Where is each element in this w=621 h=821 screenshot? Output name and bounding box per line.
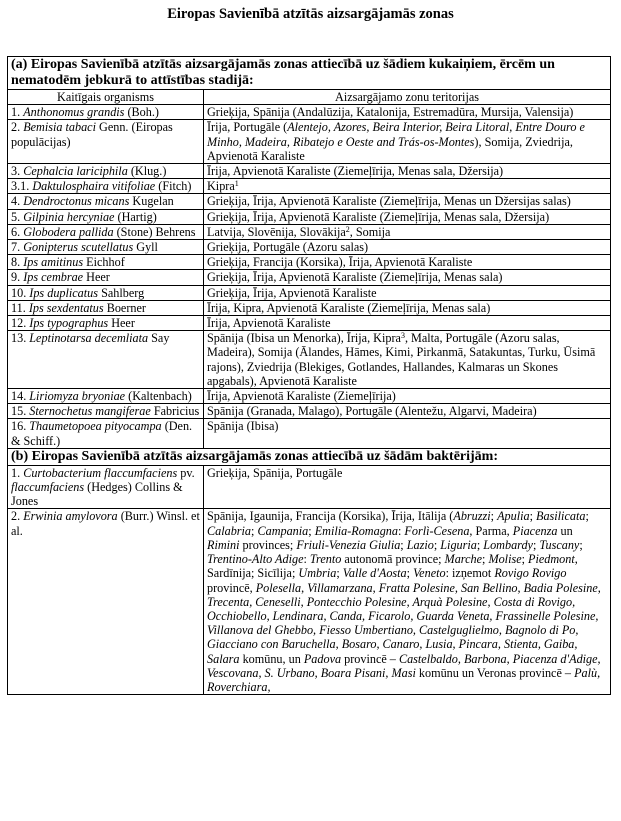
territory-text: ;: [308, 523, 315, 538]
scientific-name: Ips sexdentatus: [28, 300, 104, 315]
territory-text: provinces;: [239, 537, 297, 552]
italic-place: Molise: [488, 552, 522, 567]
author: Kugelan: [129, 194, 174, 209]
territory-cell: [204, 105, 611, 120]
scientific-name: Anthonomus grandis: [23, 105, 125, 120]
territory-cell: [204, 285, 611, 300]
table-row: [8, 224, 611, 239]
footnote-ref: 1: [234, 179, 239, 189]
italic-place: Apulia: [497, 509, 530, 524]
scientific-name: Bemisia tabaci: [23, 120, 96, 135]
table-row: [8, 316, 611, 331]
territory-text: Grieķija, Īrija, Apvienotā Karaliste: [207, 285, 377, 300]
scientific-name: Ips amitinus: [23, 255, 84, 270]
italic-place: Piedmont: [528, 552, 575, 567]
italic-place: Abruzzi: [453, 509, 491, 524]
organism-cell: [8, 179, 204, 194]
territory-text: Spānija (Granada, Malago), Portugāle (Alentežu, Algarvi, Madeira): [207, 404, 537, 419]
italic-place: Castelbaldo, Barbona, Piacenza d'Adige, Vescovana, S. Urbano, Boara Pisani, Masi: [207, 651, 601, 680]
territory-text: Kipra: [207, 179, 235, 194]
italic-place: Lazio: [406, 537, 434, 552]
territory-cell: [204, 255, 611, 270]
author: Boerner: [103, 300, 146, 315]
italic-place: Rimini: [207, 537, 240, 552]
table-row: [8, 465, 611, 509]
organism-cell: [8, 331, 204, 389]
territory-text: provincē,: [207, 580, 256, 595]
territory-text: ;: [521, 552, 529, 567]
table-row: [8, 331, 611, 389]
section-b-title-row: [8, 448, 611, 465]
author: Sahlberg: [98, 285, 145, 300]
italic-place: Polesella: [255, 580, 302, 595]
organism-cell: [8, 465, 204, 509]
organism-cell: [8, 255, 204, 270]
territory-text: ;: [406, 566, 414, 581]
organism-cell: [8, 300, 204, 315]
row-number: 8.: [11, 255, 24, 270]
territory-cell: [204, 209, 611, 224]
organism-cell: [8, 270, 204, 285]
organism-cell: [8, 509, 204, 695]
author: (Klug.): [127, 164, 167, 179]
author: Genn. (Eiropas populācijas): [11, 120, 173, 149]
territory-text: ), Somija, Zviedrija, Apvienotā Karaliste: [207, 134, 573, 163]
row-number: 13.: [11, 331, 30, 346]
author: (Den. & Schiff.): [11, 419, 193, 448]
territory-text: ;: [400, 537, 407, 552]
territory-text: Spānija (Ibisa): [207, 419, 279, 434]
organism-cell: [8, 316, 204, 331]
page-title: Eiropas Savienībā atzītās aizsargājamās zonas: [167, 6, 454, 22]
scientific-name: Ips cembrae: [23, 270, 84, 285]
territory-text: ;: [433, 537, 441, 552]
territory-cell: [204, 509, 611, 695]
italic-place: Friuli-Venezia Giulia: [296, 537, 401, 552]
section-b-title: (b) Eiropas Savienībā atzītās aizsargājamās zonas attiecībā uz šādām baktērijām:: [8, 448, 611, 465]
row-number: 1.: [11, 465, 24, 480]
scientific-name: Globodera pallida: [23, 224, 114, 239]
territory-text: : izņemot: [445, 566, 495, 581]
territory-text: Īrija, Kipra, Apvienotā Karaliste (Ziemeļīrija, Menas sala): [207, 300, 491, 315]
row-number: 9.: [11, 270, 24, 285]
territory-text: Grieķija, Īrija, Apvienotā Karaliste (Ziemeļīrija, Menas un Džersijas salas): [207, 194, 571, 209]
scientific-name: Dendroctonus micans: [23, 194, 130, 209]
territory-cell: [204, 179, 611, 194]
organism-cell: [8, 105, 204, 120]
territory-cell: [204, 120, 611, 164]
row-number: 2.: [11, 120, 24, 135]
author: pv.: [177, 465, 195, 480]
italic-place: Veneto: [413, 566, 446, 581]
row-number: 5.: [11, 209, 24, 224]
italic-place: Trentino-Alto Adige: [207, 552, 304, 567]
italic-place: Basilicata: [536, 509, 586, 524]
organism-cell: [8, 194, 204, 209]
row-number: 3.1.: [11, 179, 33, 194]
row-number: 6.: [11, 224, 24, 239]
italic-place: Emilia-Romagna: [314, 523, 398, 538]
table-row: [8, 194, 611, 209]
territory-text: Grieķija, Īrija, Apvienotā Karaliste (Ziemeļīrija, Menas sala): [207, 270, 503, 285]
author: Heer: [108, 316, 135, 331]
author: (Burr.) Winsl. et al.: [11, 509, 200, 538]
territory-text: Grieķija, Spānija (Andalūzija, Katalonija, Estremadūra, Mursija, Valensija): [207, 105, 574, 120]
territory-text: Spānija (Ibisa un Menorka), Īrija, Kipra: [207, 331, 401, 346]
territory-text: :: [397, 523, 405, 538]
table-row: [8, 389, 611, 404]
table-row: [8, 164, 611, 179]
italic-place: Alentejo, Azores, Beira Interior, Beira Litoral, Entre Douro e Minho, Madeira, Ribatejo e Oeste and Trás-os-Montes: [207, 120, 585, 149]
italic-place: Trento: [309, 552, 342, 567]
territory-text: komūnu un Veronas provincē –: [415, 665, 575, 680]
territory-text: Spānija, Igaunija, Francija (Korsika), Īrija, Itālija (: [207, 509, 454, 524]
italic-place: Piacenza: [512, 523, 558, 538]
scientific-name: Cephalcia lariciphila: [23, 164, 128, 179]
territory-text: ;: [579, 537, 583, 552]
author: Fabricius: [150, 404, 200, 419]
territory-cell: [204, 270, 611, 285]
section-a-title: (a) Eiropas Savienībā atzītās aizsargājamās zonas attiecībā uz šādiem kukaiņiem, ērcēm un nematodēm jebkurā to attīstības stadijā:: [8, 57, 611, 90]
territory-cell: [204, 419, 611, 448]
scientific-name: Curtobacterium flaccumfaciens: [23, 465, 178, 480]
row-number: 3.: [11, 164, 24, 179]
territory-text: provincē –: [341, 651, 399, 666]
organism-cell: [8, 209, 204, 224]
territory-text: ;: [585, 509, 589, 524]
organism-cell: [8, 404, 204, 419]
table-row: [8, 240, 611, 255]
territory-text: ;: [532, 537, 540, 552]
territory-text: un: [557, 523, 573, 538]
scientific-name: Liriomyza bryoniae: [29, 389, 126, 404]
territory-text: Grieķija, Spānija, Portugāle: [207, 465, 343, 480]
section-a-title-row: [8, 57, 611, 90]
table-row: [8, 270, 611, 285]
column-header-organism: Kaitīgais organisms: [8, 90, 204, 105]
scientific-name: Daktulosphaira vitifoliae: [32, 179, 156, 194]
row-number: 15.: [11, 404, 30, 419]
row-number: 2.: [11, 509, 24, 524]
territory-text: , Somija: [349, 224, 391, 239]
italic-place: Forlì-Cesena: [404, 523, 470, 538]
territory-cell: [204, 465, 611, 509]
organism-cell: [8, 240, 204, 255]
italic-place: Campania: [257, 523, 309, 538]
territory-text: , Sardīnija; Sicīlija;: [207, 552, 578, 581]
territory-cell: [204, 224, 611, 239]
table-row: [8, 300, 611, 315]
row-number: 16.: [11, 419, 30, 434]
author: (Boh.): [124, 105, 159, 120]
scientific-name: Gonipterus scutellatus: [23, 240, 134, 255]
italic-place: Tuscany: [539, 537, 580, 552]
author: (Hartig): [114, 209, 157, 224]
column-header-territory: Aizsargājamo zonu teritorijas: [204, 90, 611, 105]
territory-text: ,: [301, 580, 308, 595]
scientific-name: Gilpinia hercyniae: [23, 209, 115, 224]
territory-cell: [204, 404, 611, 419]
author: Eichhof: [83, 255, 125, 270]
territory-cell: [204, 300, 611, 315]
italic-place: Calabria: [207, 523, 252, 538]
organism-cell: [8, 389, 204, 404]
italic-place: Palù, Roverchiara,: [207, 665, 601, 694]
territory-cell: [204, 316, 611, 331]
territory-cell: [204, 331, 611, 389]
row-number: 11.: [11, 300, 29, 315]
territory-text: , Malta, Portugāle (Azoru salas, Madeira), Somija (Ālandes, Hāmes, Kimi, Pirkanmā, Satakuntas, Turku, Ūsimā rajons), Zviedrija (Blekiges, Gotlandes, Hallandes, Kalmaras un Skones apgabals), Apvienotā Karaliste: [207, 331, 596, 388]
territory-text: Īrija, Portugāle (: [207, 120, 288, 135]
territory-cell: [204, 164, 611, 179]
table-row: [8, 255, 611, 270]
territory-text: Īrija, Apvienotā Karaliste (Ziemeļīrija, Menas sala, Džersija): [207, 164, 504, 179]
protected-zones-table: [7, 56, 611, 695]
footnote-ref: 3: [400, 331, 405, 341]
territory-text: Grieķija, Francija (Korsika), Īrija, Apvienotā Karaliste: [207, 255, 473, 270]
organism-cell: [8, 285, 204, 300]
table-row: [8, 179, 611, 194]
territory-cell: [204, 194, 611, 209]
row-number: 4.: [11, 194, 24, 209]
author: (Kaltenbach): [125, 389, 192, 404]
scientific-name: Sternochetus mangiferae: [29, 404, 151, 419]
table-row: [8, 285, 611, 300]
author: (Fitch): [155, 179, 192, 194]
italic-place: Valle d'Aosta: [342, 566, 407, 581]
organism-cell: [8, 419, 204, 448]
table-row: [8, 404, 611, 419]
table-row: [8, 509, 611, 695]
table-row: [8, 105, 611, 120]
footnote-ref: 2: [345, 224, 350, 234]
territory-text: autonomā province;: [341, 552, 445, 567]
row-number: 14.: [11, 389, 30, 404]
author: (Stone) Behrens: [113, 224, 196, 239]
territory-text: ;: [251, 523, 258, 538]
territory-text: komūnu, un: [239, 651, 304, 666]
scientific-name: flaccumfaciens: [11, 480, 85, 495]
territory-cell: [204, 389, 611, 404]
author: Say: [148, 331, 170, 346]
territory-text: ;: [476, 537, 484, 552]
territory-text: , Parma,: [469, 523, 513, 538]
author: (Hedges) Collins & Jones: [11, 480, 183, 509]
territory-text: :: [303, 552, 310, 567]
table-row: [8, 120, 611, 164]
scientific-name: Ips duplicatus: [29, 285, 99, 300]
italic-place: Liguria: [440, 537, 477, 552]
italic-place: Padova: [303, 651, 342, 666]
territory-text: ;: [336, 566, 343, 581]
territory-text: Latvija, Slovēnija, Slovākija: [207, 224, 346, 239]
territory-text: ;: [490, 509, 498, 524]
italic-place: Marche: [444, 552, 482, 567]
row-number: 12.: [11, 316, 30, 331]
scientific-name: Leptinotarsa decemliata: [29, 331, 149, 346]
italic-place: Lombardy: [483, 537, 533, 552]
row-number: 7.: [11, 240, 24, 255]
table-row: [8, 419, 611, 448]
author: Gyll: [133, 240, 158, 255]
scientific-name: Thaumetopoea pityocampa: [29, 419, 162, 434]
scientific-name: Erwinia amylovora: [23, 509, 118, 524]
territory-text: ;: [482, 552, 489, 567]
italic-place: Umbria: [298, 566, 337, 581]
italic-place: Rovigo Rovigo: [494, 566, 567, 581]
territory-text: Īrija, Apvienotā Karaliste (Ziemeļīrija): [207, 389, 396, 404]
row-number: 1.: [11, 105, 24, 120]
organism-cell: [8, 164, 204, 179]
territory-text: ;: [529, 509, 536, 524]
territory-text: Īrija, Apvienotā Karaliste: [207, 316, 331, 331]
italic-place: Villamarzana, Fratta Polesine, San Bellino, Badia Polesine, Trecenta, Ceneselli, Pontecchio Polesine, Arquà Polesine, Costa di Rovigo, Occhiobello, Lendinara, Canda, Ficarolo, Guarda Veneta, Frassinelle Polesine, Villanova del Ghebbo, Fiesso Umbertiano, Castelguglielmo, Bagnolo di Po, Giacciano con Baruchella, Bosaro, Canaro, Lusia, Pincara, Stienta, Gaiba, Salara: [207, 580, 601, 666]
row-number: 10.: [11, 285, 30, 300]
header-row: [8, 90, 611, 105]
organism-cell: [8, 120, 204, 164]
author: Heer: [83, 270, 110, 285]
table-row: [8, 209, 611, 224]
scientific-name: Ips typographus: [29, 316, 109, 331]
territory-text: Grieķija, Īrija, Apvienotā Karaliste (Ziemeļīrija, Menas sala, Džersija): [207, 209, 550, 224]
organism-cell: [8, 224, 204, 239]
territory-cell: [204, 240, 611, 255]
territory-text: Grieķija, Portugāle (Azoru salas): [207, 240, 369, 255]
